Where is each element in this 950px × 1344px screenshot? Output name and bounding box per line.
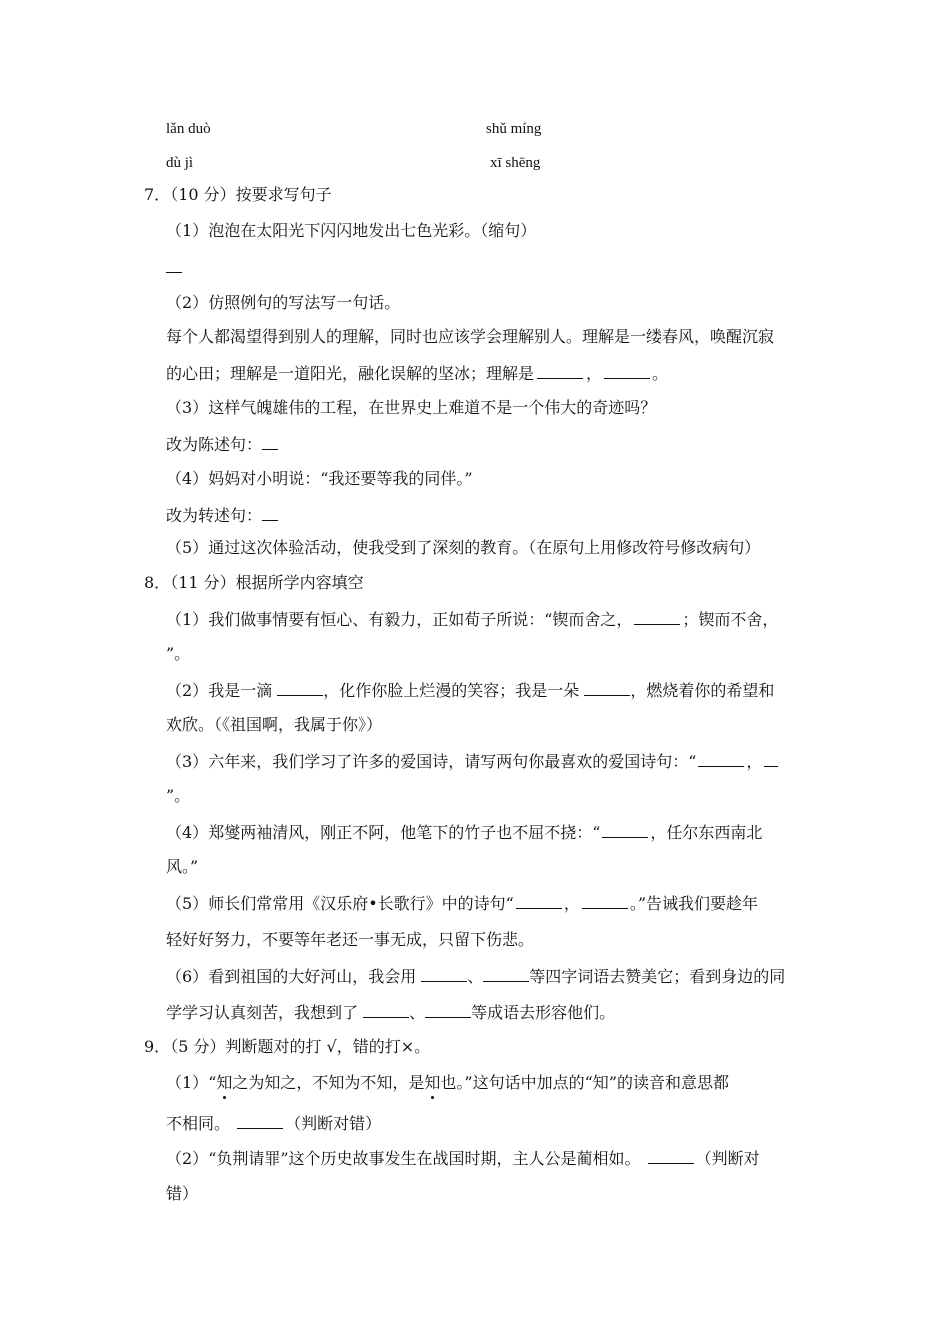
q7-s4-text: 妈妈对小明说：“我还要等我的同伴。” [208, 469, 473, 488]
q8-s6-text-c: 等四字词语去赞美它；看到身边的同 [529, 967, 786, 986]
q8-s6-blank-2[interactable] [483, 966, 529, 982]
q8-s1-label: （1） [166, 610, 209, 629]
q8-s2-blank-2[interactable] [584, 680, 630, 696]
q7-s1-text: 泡泡在太阳光下闪闪地发出七色光彩。（缩句） [208, 221, 537, 240]
q7-s3-text: 这样气魄雄伟的工程，在世界史上难道不是一个伟大的奇迹吗？ [208, 398, 657, 417]
q8-s3-line2: ”。 [166, 786, 191, 805]
q9-s1-dotted-zhi-1: 知 [216, 1073, 233, 1092]
q8-s5-text-c: 。”告诫我们要趁年 [629, 894, 759, 913]
q9-s1-seg-b: 之为知之，不知为不知，是 [232, 1073, 425, 1092]
q8-s2-line2: 欢欣。（《祖国啊，我属于你》） [166, 715, 383, 734]
q8-s5-blank-2[interactable] [582, 893, 628, 909]
q8-s2-blank-1[interactable] [277, 680, 323, 696]
q8-s1-blank-1[interactable] [634, 609, 680, 625]
q8-s3-text-b: ， [746, 752, 763, 771]
q7-s1-label: （1） [166, 221, 209, 240]
q7-s3-label: （3） [166, 398, 209, 417]
q8-s6-blank-3[interactable] [363, 1002, 409, 1018]
q8-s6-blank-4[interactable] [425, 1002, 471, 1018]
q8-s6-text-b: 、 [467, 967, 484, 986]
pinyin-xi-sheng: xī shēng [490, 155, 541, 171]
q8-s4-line2: 风。” [166, 857, 199, 876]
q8-number: 8． [144, 573, 171, 592]
q8-s5-line2: 轻好好努力，不要等年老还一事无成，只留下伤悲。 [166, 930, 535, 949]
q8-s1-text-b: ；锲而不舍， [682, 610, 779, 629]
q7-s2-label: （2） [166, 293, 209, 312]
q7-s2-text: 仿照例句的写法写一句话。 [208, 293, 401, 312]
q9-heading [144, 1037, 430, 1057]
q9-s2-text-a: “负荆请罪”这个历史故事发生在战国时期，主人公是蔺相如。 [208, 1149, 646, 1168]
pinyin-du-ji: dù jì [166, 155, 194, 171]
q8-s3-label: （3） [166, 752, 209, 771]
pinyin-shu-ming: shǔ míng [486, 121, 542, 137]
q8-s2-text-a: 我是一滴 [208, 681, 278, 700]
q8-s2-label: （2） [166, 681, 209, 700]
q7-s2-example-line2 [166, 363, 668, 384]
q7-s4-answer-blank[interactable] [262, 505, 278, 521]
q9-number: 9． [144, 1037, 171, 1056]
q9-s1-line1 [166, 1073, 729, 1093]
q7-s4-answer-prefix: 改为转述句： [166, 506, 263, 525]
q7-s5-text: 通过这次体验活动，使我受到了深刻的教育。（在原句上用修改符号修改病句） [208, 538, 761, 557]
q8-s2-text-c: ，燃烧着你的希望和 [630, 681, 775, 700]
q8-s5-label: （5） [166, 894, 209, 913]
q8-s4-text-a: 郑燮两袖清风，刚正不阿，他笔下的竹子也不屈不挠：“ [208, 823, 601, 842]
q8-s3-blank-1[interactable] [698, 751, 744, 767]
q7-s2-example-c: 。 [652, 364, 669, 383]
q9-s2-line2: 错） [166, 1184, 199, 1203]
q7-s3-answer-blank[interactable] [262, 434, 278, 450]
q7-s4-label: （4） [166, 469, 209, 488]
q7-s3-answer-prefix: 改为陈述句： [166, 435, 263, 454]
q7-s2 [166, 293, 400, 313]
q7-s5-label: （5） [166, 538, 209, 557]
q8-s4-label: （4） [166, 823, 209, 842]
q7-s2-example-a: 的心田；理解是一道阳光，融化误解的坚冰；理解是 [166, 364, 535, 383]
q8-s2-text-b: ，化作你脸上烂漫的笑容；我是一朵 [323, 681, 585, 700]
q8-s3-line1 [166, 751, 778, 772]
q7-number: 7． [144, 185, 171, 204]
q7-s4 [166, 469, 473, 489]
q9-title: （5 分）判断题对的打 √，错的打×。 [170, 1037, 431, 1056]
pinyin-lan-duo: lǎn duò [166, 121, 211, 137]
q8-s6-text-e: 、 [409, 1003, 426, 1022]
q8-s5-blank-1[interactable] [516, 893, 562, 909]
q8-s3-text-a: 六年来，我们学习了许多的爱国诗，请写两句你最喜欢的爱国诗句：“ [208, 752, 697, 771]
q8-s3-blank-2[interactable] [764, 751, 778, 767]
q7-s2-blank-2[interactable] [604, 363, 650, 379]
q8-s5-text-a: 师长们常常用《汉乐府•长歌行》中的诗句“ [208, 894, 514, 913]
q8-s5-text-b: ， [563, 894, 580, 913]
q8-s6-blank-1[interactable] [421, 966, 467, 982]
q7-heading [144, 185, 332, 205]
q9-s1-line2 [166, 1113, 381, 1134]
q8-s1-text-a: 我们做事情要有恒心、有毅力，正如荀子所说：“锲而舍之， [208, 610, 633, 629]
q9-s1-line2-a: 不相同。 [166, 1114, 236, 1133]
q7-s2-example-b: ， [586, 364, 603, 383]
q8-s6-line2 [166, 1002, 615, 1023]
q8-s4-blank-1[interactable] [602, 822, 648, 838]
q9-s1-blank[interactable] [237, 1113, 283, 1129]
q9-s2-text-b: （判断对 [695, 1149, 760, 1168]
q9-s2-blank[interactable] [648, 1148, 694, 1164]
q7-s1 [166, 221, 536, 241]
q8-s5-line1 [166, 893, 758, 914]
q9-s1-label: （1） [166, 1073, 209, 1092]
q7-s5 [166, 538, 760, 558]
q7-s4-answer [166, 505, 278, 526]
q7-s2-blank-1[interactable] [537, 363, 583, 379]
q8-s1-line2: ”。 [166, 644, 191, 663]
q9-s1-line2-b: （判断对错） [285, 1114, 382, 1133]
q8-s2-line1 [166, 680, 774, 701]
q8-s6-text-a: 看到祖国的大好河山，我会用 [208, 967, 422, 986]
q8-s1-line1 [166, 609, 778, 630]
q7-title: （10 分）按要求写句子 [170, 185, 332, 204]
q9-s2-line1 [166, 1148, 760, 1169]
q7-s3 [166, 398, 656, 418]
q8-s4-text-b: ，任尔东西南北 [650, 823, 763, 842]
q7-s1-answer-blank[interactable] [166, 257, 182, 273]
q8-s6-text-d: 学学习认真刻苦，我想到了 [166, 1003, 364, 1022]
q8-s6-label: （6） [166, 967, 209, 986]
q9-s1-seg-a: “ [208, 1073, 217, 1092]
q7-s2-example-line1: 每个人都渴望得到别人的理解，同时也应该学会理解别人。理解是一缕春风，唤醒沉寂 [166, 327, 775, 346]
q9-s1-seg-c: 也。”这句话中加点的“知”的读音和意思都 [440, 1073, 729, 1092]
q8-s6-text-f: 等成语去形容他们。 [471, 1003, 616, 1022]
q9-s2-label: （2） [166, 1149, 209, 1168]
q7-s3-answer [166, 434, 278, 455]
q8-title: （11 分）根据所学内容填空 [170, 573, 364, 592]
q9-s1-dotted-zhi-2: 知 [424, 1073, 441, 1092]
q8-heading [144, 573, 364, 593]
q8-s6-line1 [166, 966, 785, 987]
q8-s4-line1 [166, 822, 762, 843]
q7-s1-answer[interactable] [166, 257, 182, 278]
